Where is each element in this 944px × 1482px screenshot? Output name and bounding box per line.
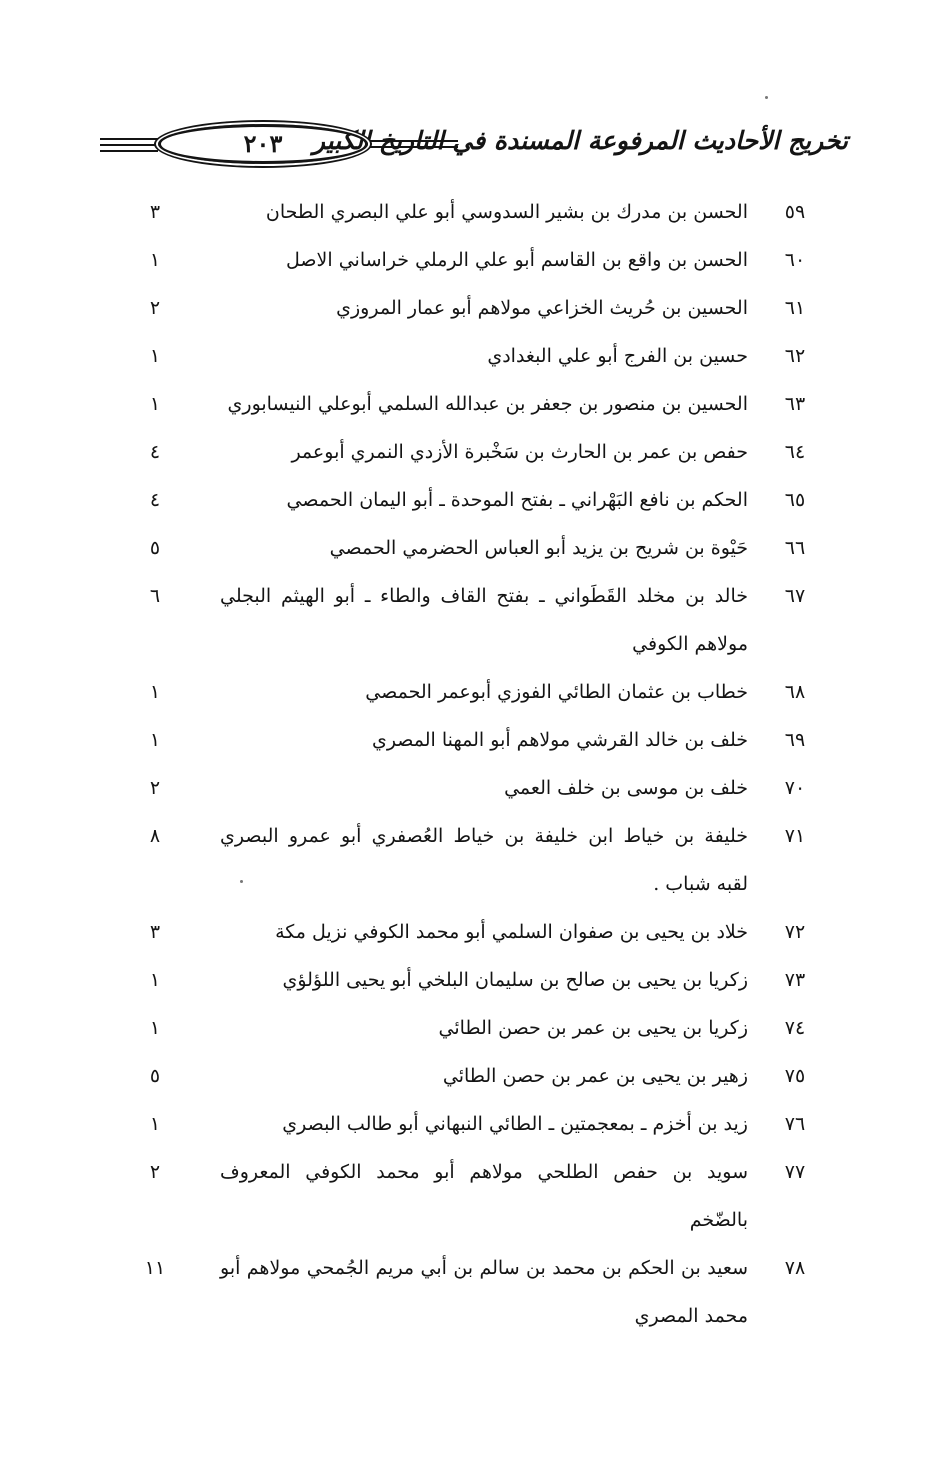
- header-rule-right-1: [368, 140, 458, 142]
- list-item: [130, 812, 820, 908]
- header-rule-left-2: [100, 144, 158, 146]
- entry-number: ٧٥: [784, 1065, 806, 1087]
- entry-name: [220, 236, 748, 284]
- entry-count: ٥: [149, 537, 161, 559]
- entry-count: ٢: [149, 297, 161, 319]
- entry-name-line: مولاهم الكوفي: [632, 633, 748, 655]
- entry-name-line: زهير بن يحيى بن عمر بن حصن الطائي: [442, 1065, 748, 1087]
- entry-name-line: الحسين بن منصور بن جعفر بن عبدالله السلمي أبوعلي النيسابوري: [227, 393, 748, 415]
- entry-name-line: زيد بن أخزم ـ بمعجمتين ـ الطائي النبهاني أبو طالب البصري: [282, 1113, 748, 1135]
- list-item: [130, 1004, 820, 1052]
- entry-number: ٦٩: [784, 729, 806, 751]
- entry-name: [220, 428, 748, 476]
- entry-number: ٦٦: [784, 537, 806, 559]
- entry-name-line: زكريا بن يحيى بن عمر بن حصن الطائي: [438, 1017, 748, 1039]
- entry-count: ٣: [149, 921, 161, 943]
- entry-number: ٧٤: [784, 1017, 806, 1039]
- entry-count: ٤: [149, 441, 161, 463]
- entry-name: [220, 380, 748, 428]
- entry-count: ٦: [149, 585, 161, 607]
- entry-name-line: سويد بن حفص الطلحي مولاهم أبو محمد الكوفي المعروف: [220, 1161, 748, 1183]
- entry-number: ٧٠: [784, 777, 806, 799]
- entry-count: ٨: [149, 825, 161, 847]
- entry-name: [220, 284, 748, 332]
- book-title: تخريج الأحاديث المرفوعة المسندة في التاريخ الكبير: [312, 126, 848, 155]
- list-item: [130, 380, 820, 428]
- entry-name: [220, 1004, 748, 1052]
- list-item: [130, 428, 820, 476]
- entry-count: ١: [149, 1017, 161, 1039]
- entry-number: ٧٢: [784, 921, 806, 943]
- entry-name-line: لقبه شباب .: [653, 873, 748, 895]
- entry-name-line: حسين بن الفرج أبو علي البغدادي: [487, 345, 748, 367]
- list-item: [130, 524, 820, 572]
- page-number: ٢٠٣: [243, 129, 283, 158]
- header-rule-left-3: [100, 150, 158, 152]
- list-item: [130, 1100, 820, 1148]
- entry-name: [220, 716, 748, 764]
- entry-count: ١: [149, 249, 161, 271]
- header-rule-left-1: [100, 138, 158, 140]
- entry-name: [220, 572, 748, 668]
- entry-count: ٢: [149, 1161, 161, 1183]
- entry-list: [130, 188, 820, 1340]
- list-item: [130, 572, 820, 668]
- entry-count: ١: [149, 393, 161, 415]
- entry-name-line: بالضّخم: [689, 1209, 748, 1231]
- entry-name: [220, 1100, 748, 1148]
- entry-number: ٧٧: [784, 1161, 806, 1183]
- list-item: [130, 668, 820, 716]
- entry-count: ٤: [149, 489, 161, 511]
- list-item: [130, 476, 820, 524]
- entry-count: ٥: [149, 1065, 161, 1087]
- entry-name-line: سعيد بن الحكم بن محمد بن سالم بن أبي مريم الجُمحي مولاهم أبو: [220, 1257, 748, 1279]
- entry-number: ٦٤: [784, 441, 806, 463]
- list-item: [130, 908, 820, 956]
- list-item: [130, 332, 820, 380]
- list-item: [130, 236, 820, 284]
- list-item: [130, 764, 820, 812]
- entry-number: ٦٨: [784, 681, 806, 703]
- list-item: [130, 956, 820, 1004]
- list-item: [130, 1244, 820, 1340]
- header-rule-right-2: [368, 146, 458, 148]
- entry-name: [220, 908, 748, 956]
- entry-count: ١١: [144, 1257, 166, 1279]
- list-item: [130, 284, 820, 332]
- entry-name: [220, 1244, 748, 1340]
- list-item: [130, 1052, 820, 1100]
- entry-number: ٦٢: [784, 345, 806, 367]
- entry-name-line: حَيْوة بن شريح بن يزيد أبو العباس الحضرمي الحمصي: [329, 537, 748, 559]
- entry-name-line: حفص بن عمر بن الحارث بن سَخْبرة الأزدي النمري أبوعمر: [291, 441, 748, 463]
- entry-name-line: الحكم بن نافع البَهْراني ـ بفتح الموحدة ـ أبو اليمان الحمصي: [286, 489, 748, 511]
- entry-name: [220, 476, 748, 524]
- entry-count: ١: [149, 1113, 161, 1135]
- entry-count: ١: [149, 345, 161, 367]
- entry-name-line: خالد بن مخلد القَطَواني ـ بفتح القاف والطاء ـ أبو الهيثم البجلي: [220, 585, 748, 607]
- entry-name-line: الحسن بن واقع بن القاسم أبو علي الرملي خراساني الاصل: [286, 249, 748, 271]
- entry-name: [220, 1148, 748, 1244]
- entry-name: [220, 332, 748, 380]
- entry-name: [220, 1052, 748, 1100]
- entry-name: [220, 812, 748, 908]
- entry-number: ٧١: [784, 825, 806, 847]
- entry-number: ٦٧: [784, 585, 806, 607]
- entry-number: ٦١: [784, 297, 806, 319]
- entry-number: ٥٩: [784, 201, 806, 223]
- entry-name: [220, 524, 748, 572]
- list-item: [130, 1148, 820, 1244]
- entry-count: ١: [149, 969, 161, 991]
- entry-name-line: الحسين بن حُريث الخزاعي مولاهم أبو عمار المروزي: [336, 297, 748, 319]
- entry-name-line: زكريا بن يحيى بن صالح بن سليمان البلخي أبو يحيى اللؤلؤي: [282, 969, 748, 991]
- entry-number: ٦٥: [784, 489, 806, 511]
- entry-count: ٣: [149, 201, 161, 223]
- list-item: [130, 716, 820, 764]
- entry-name-line: خلف بن موسى بن خلف العمي: [504, 777, 748, 799]
- entry-name: [220, 956, 748, 1004]
- scan-speck: [765, 96, 768, 99]
- entry-name-line: الحسن بن مدرك بن بشير السدوسي أبو علي البصري الطحان: [265, 201, 748, 223]
- entry-number: ٧٨: [784, 1257, 806, 1279]
- entry-number: ٧٦: [784, 1113, 806, 1135]
- entry-count: ٢: [149, 777, 161, 799]
- entry-name-line: خليفة بن خياط ابن خليفة بن خياط العُصفري أبو عمرو البصري: [220, 825, 748, 847]
- entry-count: ١: [149, 681, 161, 703]
- entry-name-line: خلف بن خالد القرشي مولاهم أبو المهنا المصري: [371, 729, 748, 751]
- running-header: [100, 124, 848, 168]
- entry-number: ٦٠: [784, 249, 806, 271]
- list-item: [130, 188, 820, 236]
- entry-number: ٧٣: [784, 969, 806, 991]
- entry-name-line: خطاب بن عثمان الطائي الفوزي أبوعمر الحمصي: [365, 681, 748, 703]
- entry-name: [220, 668, 748, 716]
- entry-name-line: محمد المصري: [634, 1305, 748, 1327]
- entry-name-line: خلاد بن يحيى بن صفوان السلمي أبو محمد الكوفي نزيل مكة: [275, 921, 748, 943]
- entry-name: [220, 764, 748, 812]
- entry-number: ٦٣: [784, 393, 806, 415]
- scan-speck: [240, 880, 243, 883]
- entry-count: ١: [149, 729, 161, 751]
- entry-name: [220, 188, 748, 236]
